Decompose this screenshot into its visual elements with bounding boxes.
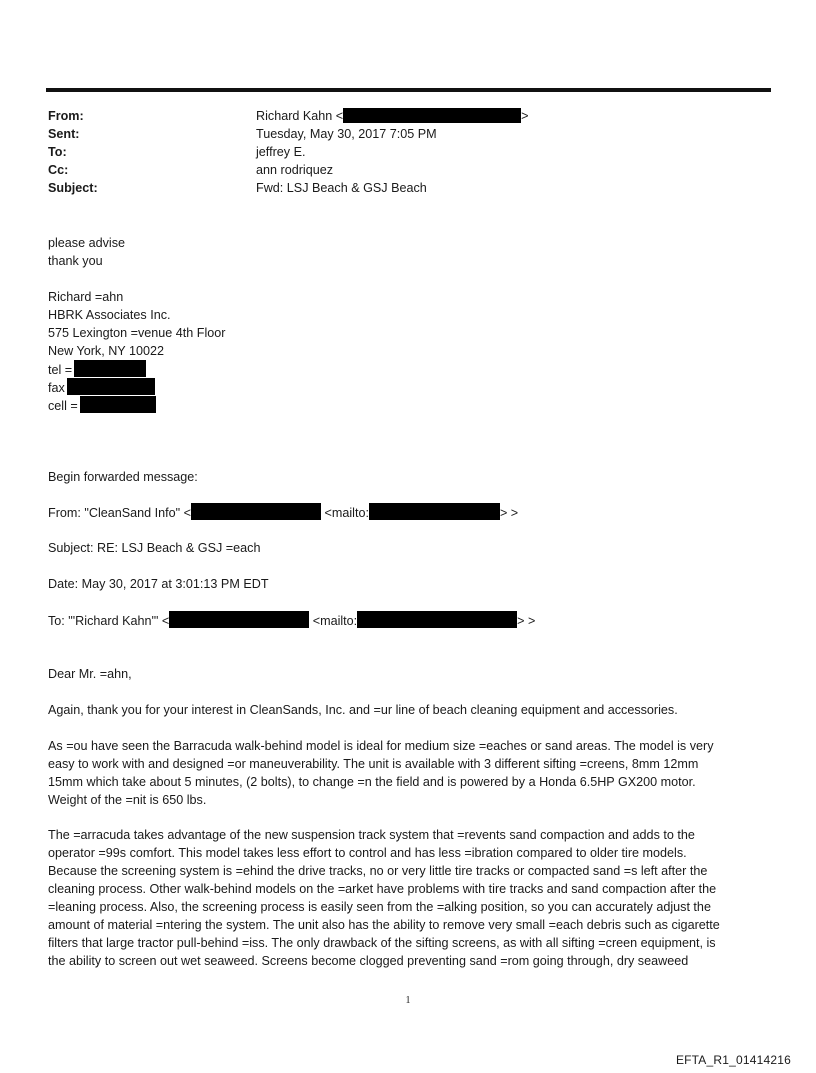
cc-label: Cc: [48,163,69,177]
redaction-block [80,396,156,413]
header-divider [46,88,771,92]
signature-cell: cell = [48,396,156,415]
forwarded-date: Date: May 30, 2017 at 3:01:13 PM EDT [48,577,269,591]
redaction-block [74,360,146,377]
paragraph-2-line: As =ou have seen the Barracuda walk-behind model is ideal for medium size =eaches or sand areas. The model is very [48,739,714,753]
paragraph-3-line: Because the screening system is =ehind the drive tracks, no or very little tire tracks or compacted sand =s left after the [48,864,708,878]
redaction-block [343,108,521,123]
subject-label: Subject: [48,181,98,195]
redaction-block [357,611,517,628]
forwarded-from: From: "CleanSand Info" < <mailto: > > [48,503,518,522]
paragraph-3-line: =leaning process. Also, the screening process is easily seen from the =alking position, so you can accurately adjust the [48,900,711,914]
to-label: To: [48,145,67,159]
signature-name: Richard =ahn [48,290,124,304]
from-label: From: [48,109,84,123]
signature-tel: tel = [48,360,146,379]
forwarded-to: To: "'Richard Kahn'" < <mailto: > > [48,611,535,630]
redaction-block [67,378,155,395]
signature-fax: fax [48,378,155,397]
body-line: thank you [48,254,103,268]
subject-value: Fwd: LSJ Beach & GSJ Beach [256,181,427,195]
sent-value: Tuesday, May 30, 2017 7:05 PM [256,127,437,141]
paragraph-2-line: easy to work with and designed =or maneuverability. The unit is available with 3 different sifting =creens, 8mm 12mm [48,757,699,771]
redaction-block [369,503,500,520]
signature-address: 575 Lexington =venue 4th Floor [48,326,226,340]
forward-intro: Begin forwarded message: [48,470,198,484]
page-number: 1 [405,995,411,1006]
forwarded-subject: Subject: RE: LSJ Beach & GSJ =each [48,541,261,555]
redaction-block [191,503,321,520]
salutation: Dear Mr. =ahn, [48,667,132,681]
paragraph-3-line: the ability to screen out wet seaweed. Screens become clogged preventing sand =rom going through, dry seaweed [48,954,689,968]
redaction-block [169,611,309,628]
paragraph-3-line: cleaning process. Other walk-behind models on the =arket have problems with tire tracks and sand compaction after the [48,882,717,896]
cc-value: ann rodriquez [256,163,334,177]
paragraph-3-line: amount of material =ntering the system. The unit also has the ability to remove very small =each debris such as cigarette [48,918,720,932]
signature-company: HBRK Associates Inc. [48,308,171,322]
paragraph-2-line: Weight of the =nit is 650 lbs. [48,793,207,807]
body-line: please advise [48,236,126,250]
sent-label: Sent: [48,127,80,141]
paragraph-3-line: The =arracuda takes advantage of the new suspension track system that =revents sand compaction and adds to the [48,828,695,842]
to-value: jeffrey E. [256,145,306,159]
document-id: EFTA_R1_01414216 [675,1053,791,1067]
paragraph-1: Again, thank you for your interest in CleanSands, Inc. and =ur line of beach cleaning equipment and accessories. [48,703,678,717]
paragraph-3-line: operator =99s comfort. This model takes less effort to control and has less =ibration compared to older tire models. [48,846,687,860]
from-value: Richard Kahn < > [256,109,529,123]
signature-city: New York, NY 10022 [48,344,164,358]
paragraph-2-line: 15mm which take about 5 minutes, (2 bolts), to change =n the field and is powered by a Honda 6.5HP GX200 motor. [48,775,696,789]
paragraph-3-line: filters that large tractor pull-behind =iss. The only drawback of the sifting screens, as with all sifting =creen equipment, is [48,936,716,950]
